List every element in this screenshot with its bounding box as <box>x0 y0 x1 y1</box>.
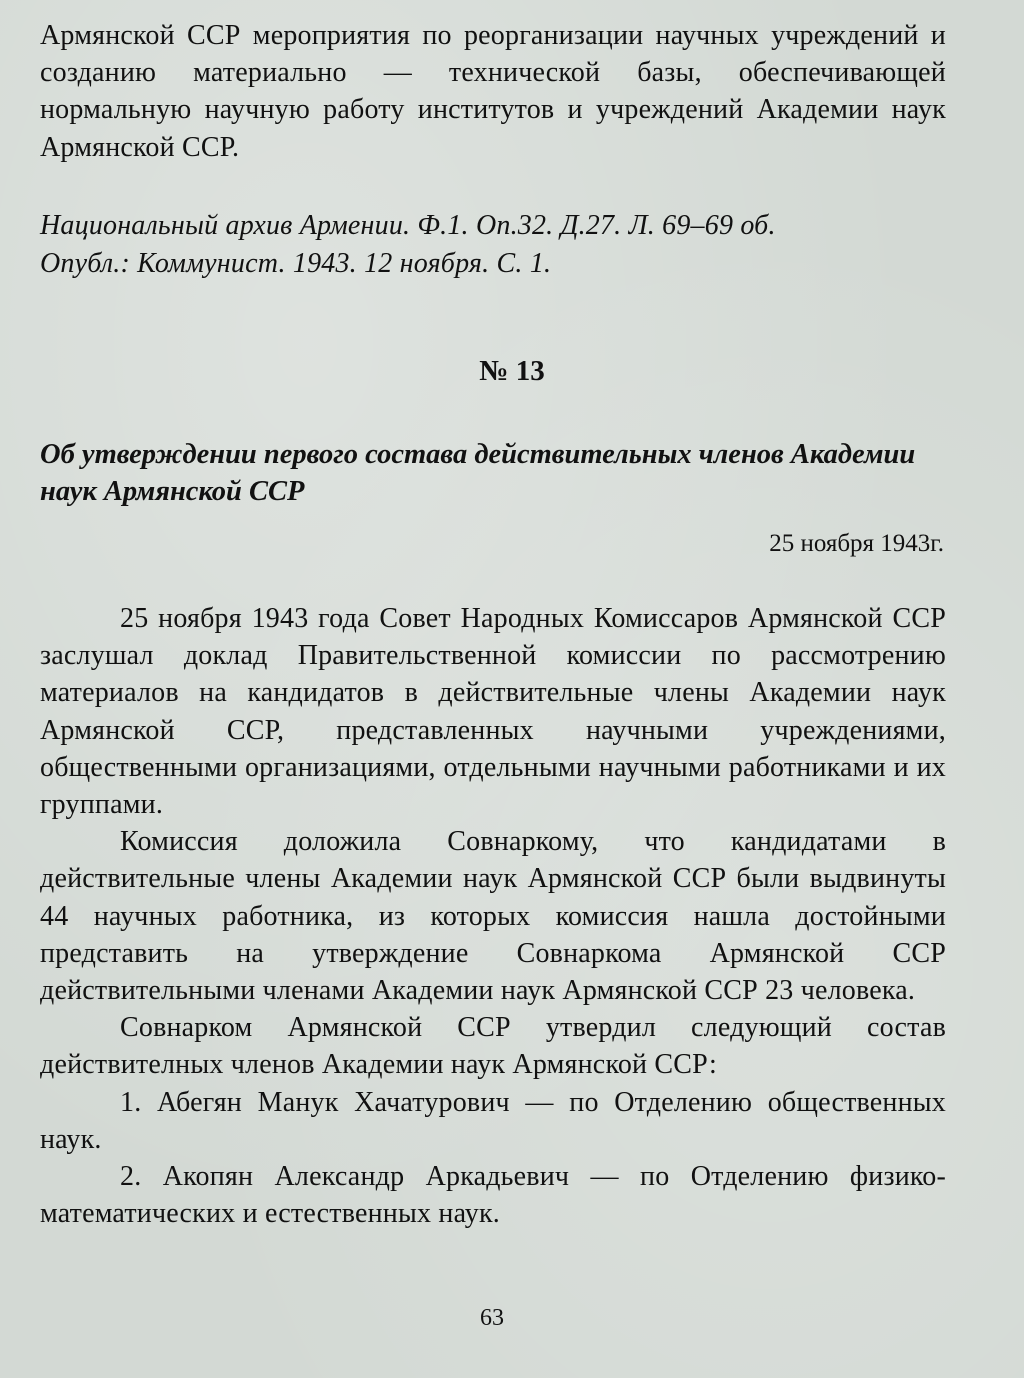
document-title: Об утверждении первого состава действительных членов Академии наук Армянской ССР <box>40 439 916 507</box>
member-entry: 1. Абегян Манук Хачатурович — по Отделению общественных наук. <box>40 1086 946 1155</box>
body-paragraph: Комиссия доложила Совнаркому, что кандидатами в действительные члены Академии наук Армянской ССР были выдвинуты 44 научных работника, из которых комиссия нашла достойными представить на утверждение Совнаркома Армянской ССР действительными членами Академии наук Армянской ССР 23 человека. <box>40 826 946 1007</box>
body-paragraph: 25 ноября 1943 года Совет Народных Комиссаров Армянской ССР заслушал доклад Правительственной комиссии по рассмотрению материалов на кандидатов в действительные члены Академии наук Армянской ССР, представленных научными учреждениями, общественными организациями, отдельными научными работниками и их группами. <box>40 603 946 821</box>
member-list-item <box>40 1158 946 1232</box>
archive-source-line-2: Опубл.: Коммунист. 1943. 12 ноября. С. 1. <box>40 247 552 279</box>
archive-source <box>40 207 946 282</box>
member-list-item <box>40 1084 946 1158</box>
document-body <box>40 600 946 1232</box>
archive-source-line-1: Национальный архив Армении. Ф.1. Оп.32. Д.27. Л. 69–69 об. <box>40 210 776 241</box>
intro-paragraph <box>40 17 946 166</box>
member-entry: 2. Акопян Александр Аркадьевич — по Отделению физико-математических и естественных наук. <box>40 1161 946 1230</box>
document-number: № 13 <box>479 355 545 387</box>
page-number: 63 <box>480 1305 504 1331</box>
intro-paragraph-text: Армянской ССР мероприятия по реорганизации научных учреждений и созданию материально — технической базы, обеспечивающей нормальную научную работу институтов и учреждений Академии наук Армянской ССР. <box>40 20 946 163</box>
document-date: 25 ноября 1943г. <box>769 530 944 557</box>
body-paragraph: Совнарком Армянской ССР утвердил следующий состав действителных членов Академии наук Армянской ССР: <box>40 1012 946 1081</box>
